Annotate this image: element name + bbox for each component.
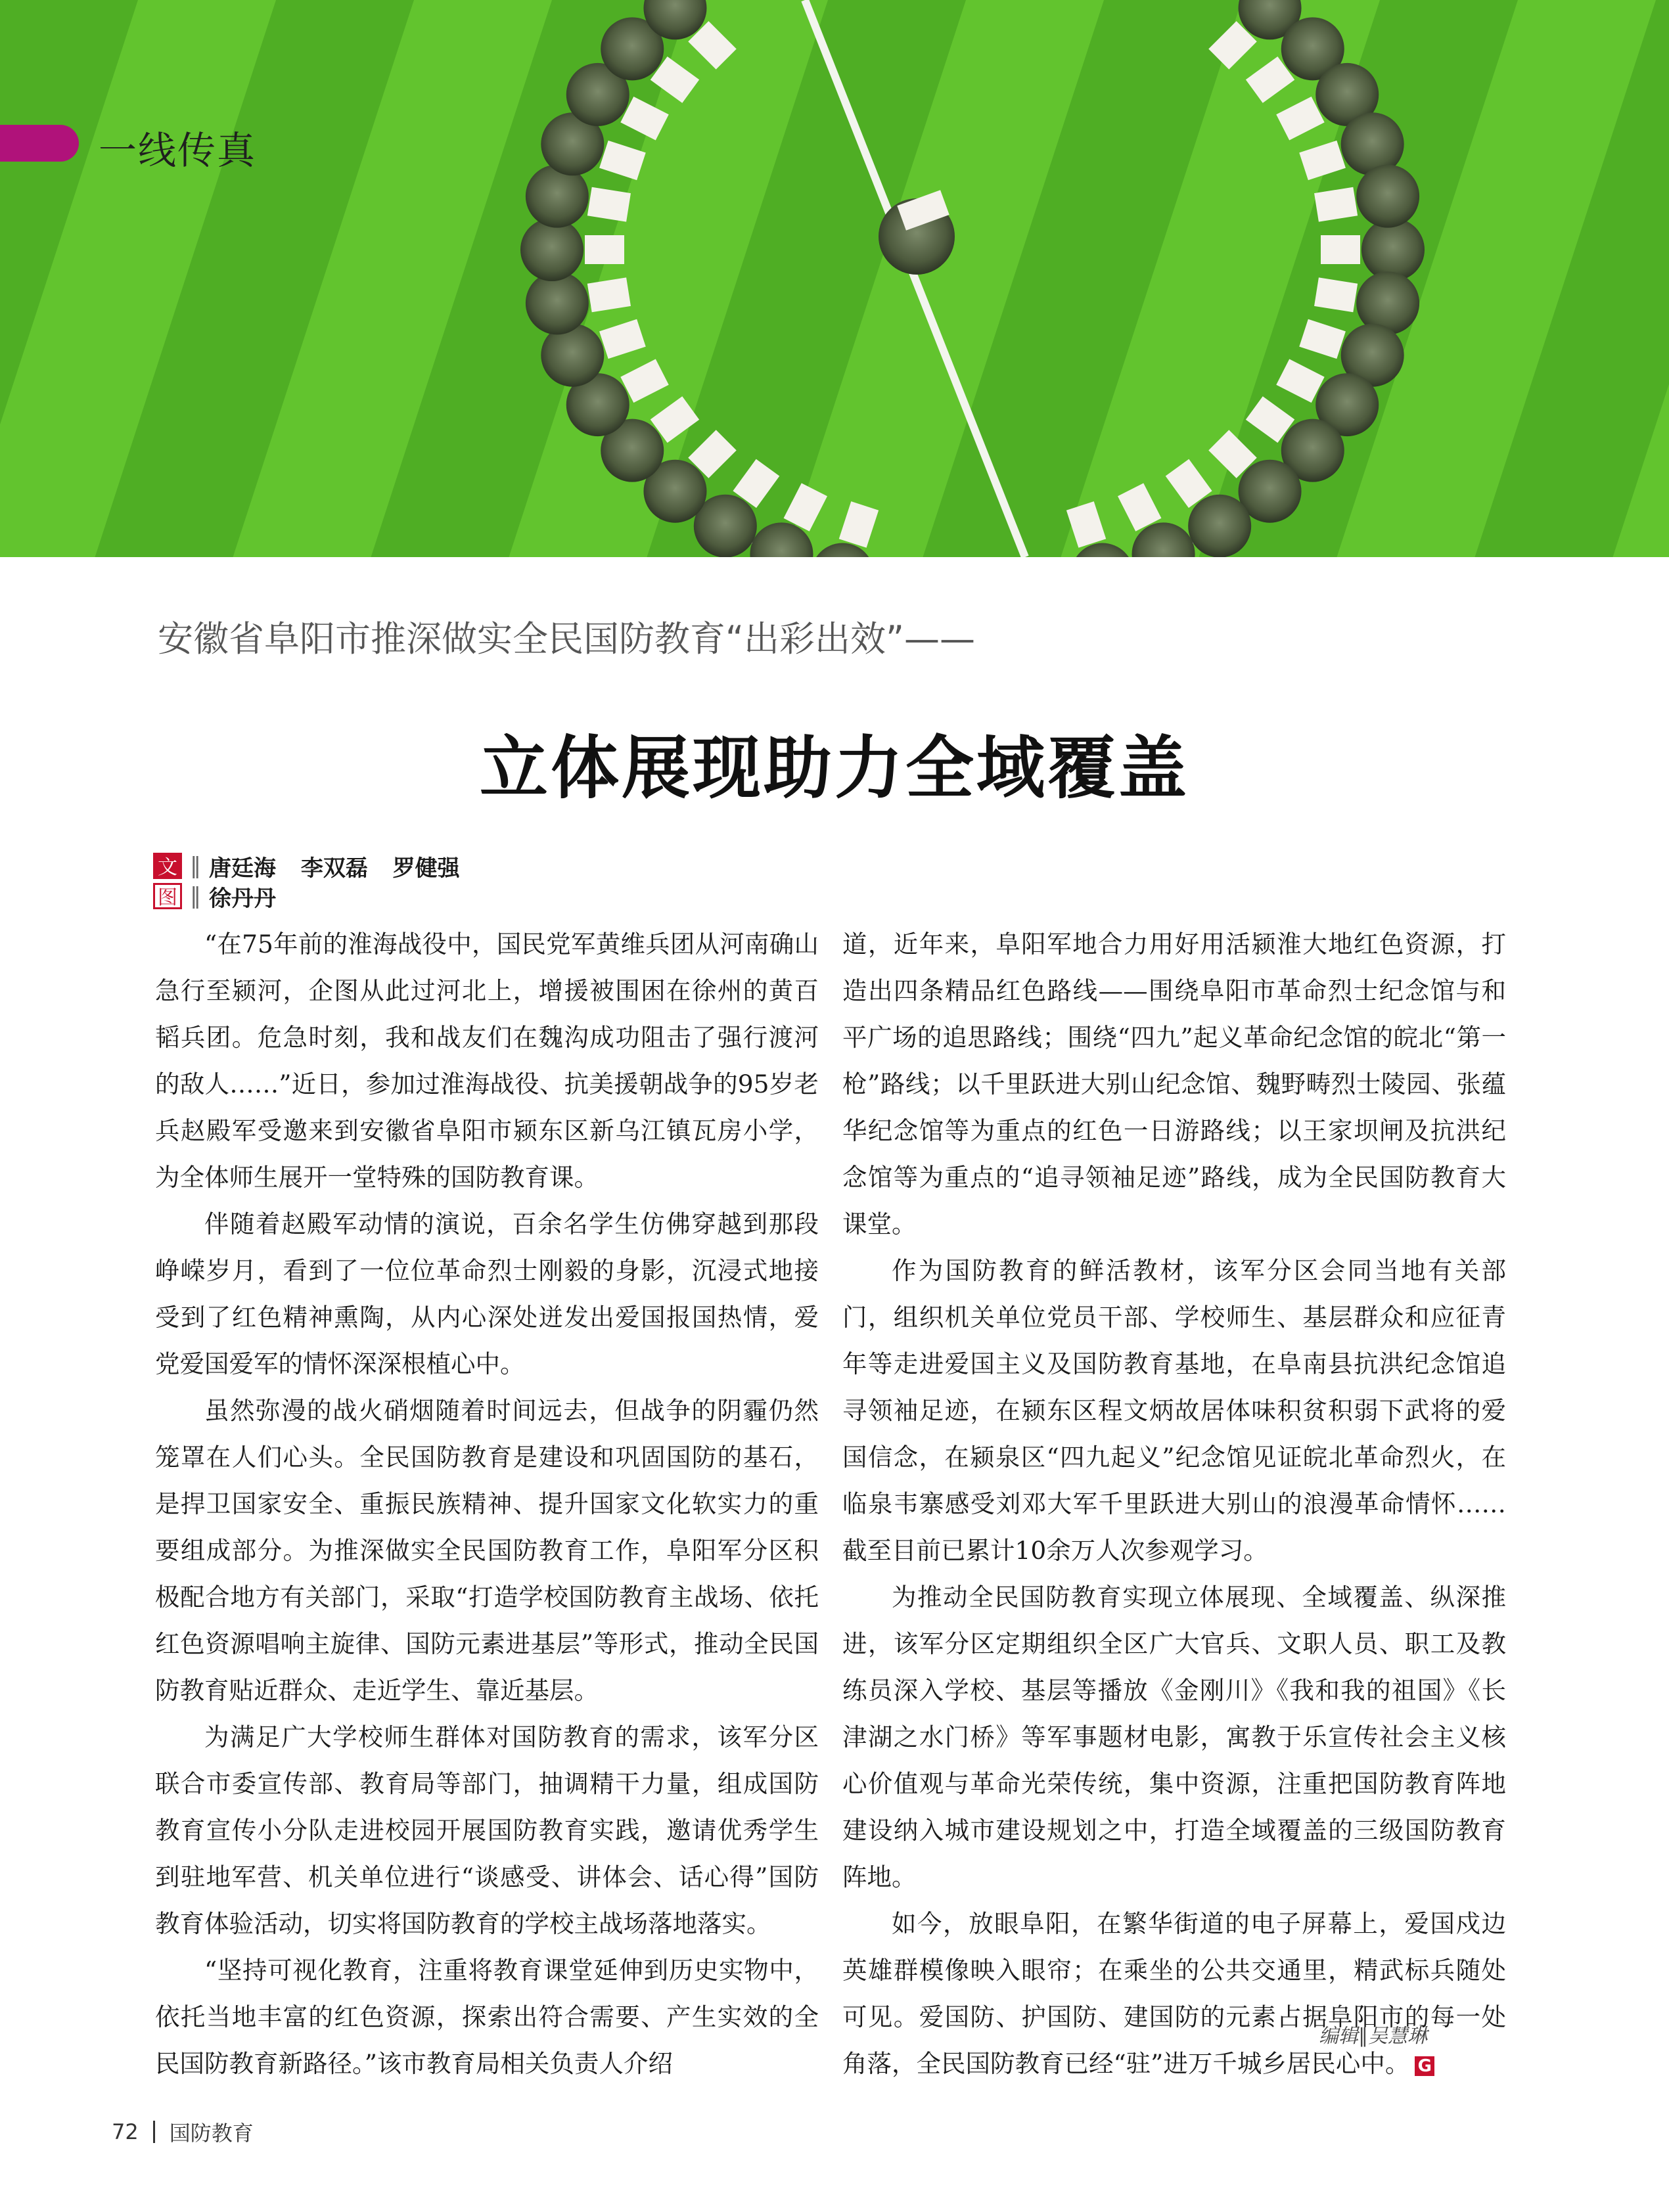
paragraph-final	[842, 1901, 1506, 2087]
newspaper	[1314, 277, 1358, 312]
publication-name: 国防教育	[169, 2121, 254, 2146]
newspaper	[1314, 187, 1358, 222]
photo-credit	[153, 882, 276, 911]
footer-divider	[153, 2121, 155, 2143]
soldier-figure	[1188, 495, 1251, 557]
paragraph-text: 如今，放眼阜阳，在繁华街道的电子屏幕上，爱国戍边英雄群模像映入眼帘；在乘坐的公共交通里，精武标兵随处可见。爱国防、护国防、建国防的元素占据阜阳市的每一处角落，全民国防教育已经“驻”进万千城乡居民心中。	[842, 1909, 1506, 2078]
section-label: 一线传真	[99, 128, 257, 173]
paragraph: 作为国防教育的鲜活教材，该军分区会同当地有关部门，组织机关单位党员干部、学校师生、基层群众和应征青年等走进爱国主义及国防教育基地，在阜南县抗洪纪念馆追寻领袖足迹，在颍东区程文炳故居体味积贫积弱下武将的爱国信念，在颍泉区“四九起义”纪念馆见证皖北革命烈火，在临泉韦寨感受刘邓大军千里跃进大别山的浪漫革命情怀……截至目前已累计10余万人次参观学习。	[842, 1256, 1506, 1565]
author-names: 唐廷海 李双磊 罗健强	[209, 855, 460, 882]
paragraph: 为推动全民国防教育实现立体展现、全域覆盖、纵深推进，该军分区定期组织全区广大官兵、文职人员、职工及教练员深入学校、基层等播放《金刚川》《我和我的祖国》《长津湖之水门桥》等军事题材电影，寓教于乐宣传社会主义核心价值观与革命光荣传统，集中资源，注重把国防教育阵地建设纳入城市建设规划之中，打造全域覆盖的三级国防教育阵地。	[842, 1583, 1506, 1891]
article-title: 立体展现助力全域覆盖	[479, 728, 1189, 808]
paragraph: 伴随着赵殿军动情的演说，百余名学生仿佛穿越到那段峥嵘岁月，看到了一位位革命烈士刚毅的身影，沉浸式地接受到了红色精神熏陶，从内心深处迸发出爱国报国热情，爱党爱国爱军的情怀深深根植心中。	[155, 1209, 819, 1378]
article-left-column	[155, 921, 819, 2087]
photographer-name: 徐丹丹	[209, 885, 276, 912]
soldier-figure	[1361, 218, 1425, 281]
text-credit-mark: 文	[153, 853, 182, 879]
page-number: 72	[112, 2119, 139, 2144]
newspaper	[587, 277, 631, 312]
photo-credit-mark: 图	[153, 883, 182, 909]
page-footer	[112, 2117, 254, 2147]
editor-credit: 编辑∥吴慧琳	[1319, 2025, 1427, 2048]
hero-photo	[0, 0, 1669, 557]
credit-separator: ‖	[190, 853, 201, 879]
soldier-figure	[1356, 165, 1419, 228]
paragraph: “坚持可视化教育，注重将教育课堂延伸到历史实物中，依托当地丰富的红色资源，探索出符合需要、产生实效的全民国防教育新路径。”该市教育局相关负责人介绍	[155, 1956, 819, 2078]
newspaper	[585, 235, 624, 264]
soldier-figure	[526, 271, 589, 334]
newspaper	[1321, 235, 1360, 264]
section-tab	[0, 125, 79, 162]
article-right-column	[842, 921, 1506, 2087]
paragraph: 虽然弥漫的战火硝烟随着时间远去，但战争的阴霾仍然笼罩在人们心头。全民国防教育是建设和巩固国防的基石，是捍卫国家安全、重振民族精神、提升国家文化软实力的重要组成部分。为推深做实全民国防教育工作，阜阳军分区积极配合地方有关部门，采取“打造学校国防教育主战场、依托红色资源唱响主旋律、国防元素进基层”等形式，推动全民国防教育贴近群众、走近学生、靠近基层。	[155, 1396, 819, 1705]
author-credit	[153, 851, 460, 880]
credit-separator: ‖	[190, 883, 201, 909]
newspaper	[587, 187, 631, 222]
soldiers-circle-photo	[0, 0, 1669, 557]
end-mark-icon: G	[1415, 2056, 1434, 2076]
soldier-figure	[520, 218, 583, 281]
article-subtitle: 安徽省阜阳市推深做实全民国防教育“出彩出效”——	[158, 618, 975, 660]
paragraph-continuation: 道，近年来，阜阳军地合力用好用活颍淮大地红色资源，打造出四条精品红色路线——围绕阜阳市革命烈士纪念馆与和平广场的追思路线；围绕“四九”起义革命纪念馆的皖北“第一枪”路线；以千里跃进大别山纪念馆、魏野畴烈士陵园、张蕴华纪念馆等为重点的红色一日游路线；以王家坝闸及抗洪纪念馆等为重点的“追寻领袖足迹”路线，成为全民国防教育大课堂。	[842, 930, 1506, 1238]
paragraph: “在75年前的淮海战役中，国民党军黄维兵团从河南确山急行至颍河，企图从此过河北上，增援被围困在徐州的黄百韬兵团。危急时刻，我和战友们在魏沟成功阻击了强行渡河的敌人……”近日，参加过淮海战役、抗美援朝战争的95岁老兵赵殿军受邀来到安徽省阜阳市颍东区新乌江镇瓦房小学，为全体师生展开一堂特殊的国防教育课。	[155, 930, 819, 1192]
paragraph: 为满足广大学校师生群体对国防教育的需求，该军分区联合市委宣传部、教育局等部门，抽调精干力量，组成国防教育宣传小分队走进校园开展国防教育实践，邀请优秀学生到驻地军营、机关单位进行“谈感受、讲体会、话心得”国防教育体验活动，切实将国防教育的学校主战场落地落实。	[155, 1723, 819, 1938]
